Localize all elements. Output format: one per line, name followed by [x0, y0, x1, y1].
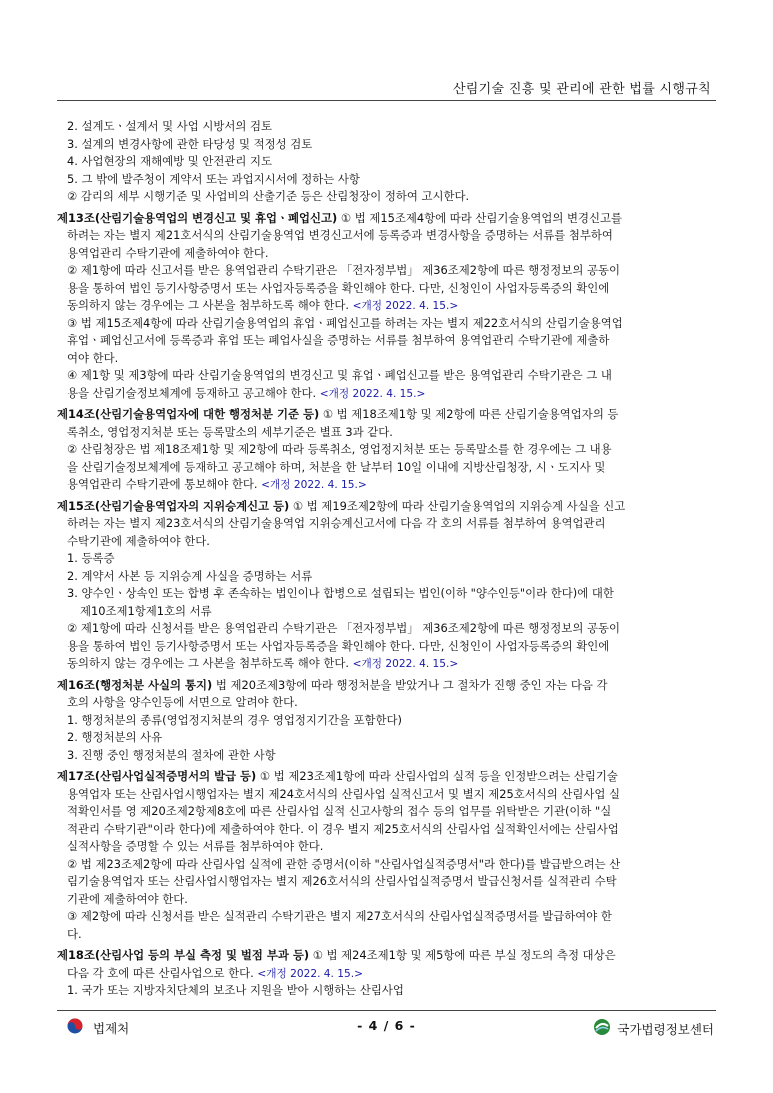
list-item: 5. 그 밖에 발주청이 계약서 또는 과업지시서에 정하는 사항	[67, 171, 360, 186]
article-17	[57, 768, 720, 943]
paragraph-line: 다음 각 호에 따른 산림사업으로 한다.	[67, 965, 258, 980]
article-title: 제13조(산림기술용역업의 변경신고 및 휴업ㆍ폐업신고)	[57, 210, 338, 225]
paragraph-line: 용역업관리 수탁기관에 제출하여야 한다.	[67, 245, 269, 260]
paragraph-line: ① 법 제18조제1항 및 제2항에 따른 산림기술용역업자의 등	[319, 407, 619, 421]
amendment-note: <개정 2022. 4. 15.>	[352, 658, 459, 670]
paragraph-line: 용을 통하여 법인 등기사항증명서 또는 사업자등록증을 확인해야 한다. 다만, 신청인이 사업자등록증의 확인에	[67, 280, 610, 295]
document-body	[57, 118, 720, 1000]
list-item: 1. 국가 또는 지방자치단체의 보조나 지원을 받아 시행하는 산림사업	[67, 983, 404, 997]
article-title: 제15조(산림기술용역업자의 지위승계신고 등)	[57, 498, 290, 513]
amendment-note: <개정 2022. 4. 15.>	[352, 300, 459, 312]
article-title: 제17조(산림사업실적증명서의 발급 등)	[57, 769, 257, 783]
paragraph-line: ③ 법 제15조제4항에 따라 산림기술용역업의 휴업ㆍ폐업신고를 하려는 자는 별지 제22호서식의 산림기술용역업	[67, 315, 623, 330]
paragraph-line: 호의 사항을 양수인등에 서면으로 알려야 한다.	[67, 695, 298, 709]
paragraph-line: 적확인서를 영 제20조제2항제8호에 따른 산림사업 실적 신고사항의 접수 등의 업무를 위탁받은 기관(이하 "실	[67, 804, 612, 818]
list-item: 3. 진행 중인 행정처분의 절차에 관한 사항	[67, 747, 276, 762]
paragraph-line: ② 제1항에 따라 신고서를 받은 용역업관리 수탁기관은 「전자정부법」 제36조제2항에 따른 행정정보의 공동이	[67, 263, 620, 277]
paragraph-line: 용역업관리 수탁기관에 통보해야 한다.	[67, 477, 262, 491]
paragraph-line: 하려는 자는 별지 제21호서식의 산림기술용역업 변경신고서에 등록증과 변경사항을 증명하는 서류를 첨부하여	[67, 228, 613, 242]
paragraph-line: 용을 산림기술정보체계에 등재하고 공고해야 한다.	[67, 385, 320, 400]
paragraph-line: ② 감리의 세부 시행기준 및 사업비의 산출기준 등은 산림청장이 정하여 고시한다.	[67, 189, 470, 203]
list-item-continuation: 제10조제1항제1호의 서류	[80, 603, 212, 618]
article-title: 제18조(산림사업 등의 부실 측정 및 벌점 부과 등)	[57, 948, 310, 962]
paragraph-line: 기관에 제출하여야 한다.	[67, 891, 188, 906]
paragraph-line: 실적사항을 증명할 수 있는 서류를 첨부하여야 한다.	[67, 839, 324, 853]
paragraph-line: 다.	[67, 926, 82, 941]
list-item: 1. 등록증	[67, 551, 115, 565]
paragraph-line: 여야 한다.	[67, 350, 119, 365]
ministry-name: 법제처	[93, 1020, 130, 1036]
paragraph-line: ② 산림청장은 법 제18조제1항 및 제2항에 따라 등록취소, 영업정지처분 또는 등록말소를 한 경우에는 그 내용	[67, 442, 612, 456]
article-16	[57, 677, 720, 765]
paragraph-line: 법 제20조제3항에 따라 행정처분을 받았거나 그 절차가 진행 중인 자는 다음 각	[212, 677, 608, 692]
paragraph-line: ③ 제2항에 따라 신청서를 받은 실적관리 수탁기관은 별지 제27호서식의 산림사업실적증명서를 발급하여야 한	[67, 909, 612, 923]
paragraph-line: 록취소, 영업정지처분 또는 등록말소의 세부기준은 별표 3과 같다.	[67, 424, 393, 439]
amendment-note: <개정 2022. 4. 15.>	[261, 479, 367, 491]
list-item: 4. 사업현장의 재해예방 및 안전관리 지도	[67, 154, 273, 168]
list-item: 2. 행정처분의 사유	[67, 730, 163, 744]
list-item: 3. 양수인ㆍ상속인 또는 합병 후 존속하는 법인이나 합병으로 설립되는 법인(이하 "양수인등"이라 한다)에 대한	[67, 586, 614, 600]
footer-divider	[57, 1010, 716, 1011]
paragraph-line: 수탁기관에 제출하여야 한다.	[67, 533, 210, 548]
paragraph-line: 동의하지 않는 경우에는 그 사본을 첨부하도록 해야 한다.	[67, 656, 353, 670]
paragraph-line: 을 산림기술정보체계에 등재하고 공고해야 하며, 처분을 한 날부터 10일 이내에 지방산림청장, 시ㆍ도지사 및	[67, 459, 606, 474]
paragraph-line: 용을 통하여 법인 등기사항증명서 또는 사업자등록증을 확인해야 한다. 다만, 신청인이 사업자등록증의 확인에	[67, 638, 610, 653]
paragraph-line: ① 법 제23조제1항에 따라 산림사업의 실적 등을 인정받으려는 산림기술	[256, 769, 618, 783]
list-item: 2. 계약서 사본 등 지위승계 사실을 증명하는 서류	[67, 568, 313, 583]
law-center-name: 국가법령정보센터	[617, 1021, 714, 1037]
law-center-logo-icon	[593, 1018, 611, 1039]
article-15	[57, 498, 720, 673]
paragraph-line: ④ 제1항 및 제3항에 따라 산림기술용역업의 변경신고 및 휴업ㆍ폐업신고를 받은 용역업관리 수탁기관은 그 내	[67, 368, 612, 382]
paragraph-line: 휴업ㆍ폐업신고서에 등록증과 휴업 또는 폐업사실을 증명하는 서류를 첨부하여 용역업관리 수탁기관에 제출하	[67, 333, 610, 347]
amendment-note: <개정 2022. 4. 15.>	[257, 967, 364, 980]
page-footer	[57, 1016, 716, 1040]
paragraph-line: ① 법 제15조제4항에 따라 산림기술용역업의 변경신고를	[337, 210, 622, 225]
article-18	[57, 947, 720, 1000]
paragraph-line: ② 법 제23조제2항에 따라 산림사업 실적에 관한 증명서(이하 "산림사업실적증명서"라 한다)를 발급받으려는 산	[67, 856, 621, 871]
amendment-note: <개정 2022. 4. 15.>	[319, 387, 426, 400]
paragraph-line: ① 법 제19조제2항에 따라 산림기술용역업의 지위승계 사실을 신고	[289, 498, 626, 513]
list-item: 2. 설계도ㆍ설계서 및 사업 시방서의 검토	[67, 119, 273, 133]
article-13	[57, 210, 720, 403]
article-title: 제16조(행정처분 사실의 통지)	[57, 677, 213, 692]
paragraph-line: 동의하지 않는 경우에는 그 사본을 첨부하도록 해야 한다.	[67, 298, 353, 312]
footer-law-center	[593, 1018, 714, 1039]
article-title: 제14조(산림기술용역업자에 대한 행정처분 기준 등)	[57, 407, 320, 421]
document-header-title: 산림기술 진흥 및 관리에 관한 법률 시행규칙	[452, 82, 711, 97]
paragraph-line: 림기술용역업자 또는 산림사업시행업자는 별지 제26호서식의 산림사업실적증명서 발급신청서를 실적관리 수탁	[67, 874, 617, 888]
article-14	[57, 406, 720, 494]
paragraph-line: 적관리 수탁기관"이라 한다)에 제출하여야 한다. 이 경우 별지 제25호서식의 산림사업 실적확인서에는 산림사업	[67, 821, 619, 836]
list-item: 3. 설계의 변경사항에 관한 타당성 및 적정성 검토	[67, 136, 313, 151]
paragraph-line: 용역업자 또는 산림사업시행업자는 별지 제24호서식의 산림사업 실적신고서 및 별지 제25호서식의 산림사업 실	[67, 786, 620, 801]
header-divider	[57, 100, 716, 101]
list-item: 1. 행정처분의 종류(영업정지처분의 경우 영업정지기간을 포함한다)	[67, 712, 402, 727]
paragraph-line: ② 제1항에 따라 신청서를 받은 용역업관리 수탁기관은 「전자정부법」 제36조제2항에 따른 행정정보의 공동이	[67, 621, 620, 635]
paragraph-line: ① 법 제24조제1항 및 제5항에 따른 부실 정도의 측정 대상은	[309, 948, 616, 962]
paragraph-line: 하려는 자는 별지 제23호서식의 산림기술용역업 지위승계신고서에 다음 각 호의 서류를 첨부하여 용역업관리	[67, 516, 606, 530]
page-number: - 4 / 6 -	[357, 1018, 416, 1033]
